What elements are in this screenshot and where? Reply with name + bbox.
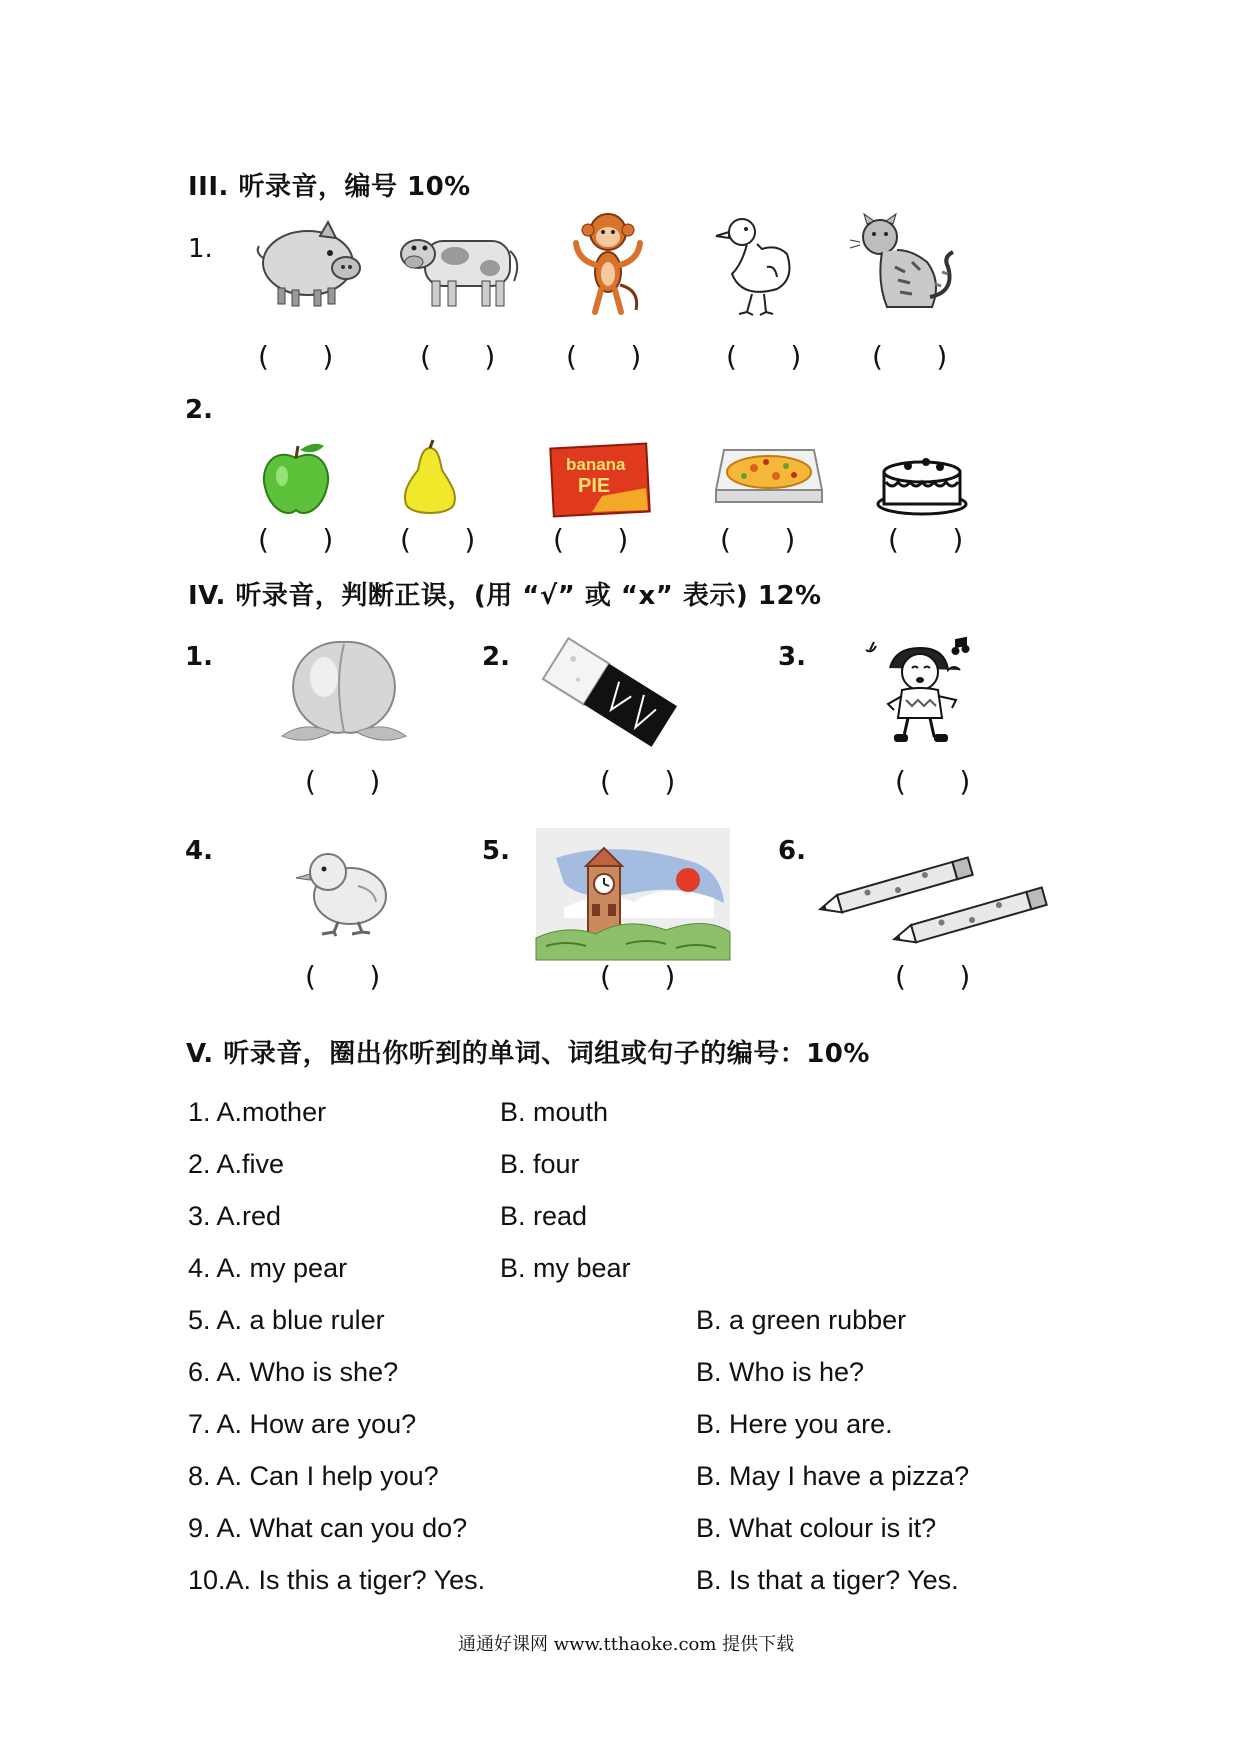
option-b[interactable]: B. my bear xyxy=(500,1253,631,1283)
pencils-picture xyxy=(818,850,1042,940)
option-b[interactable]: B. Is that a tiger? Yes. xyxy=(696,1565,959,1595)
clock-tower-picture xyxy=(536,828,730,960)
monkey-picture xyxy=(568,210,648,320)
option-a[interactable]: 9. A. What can you do? xyxy=(188,1513,468,1543)
section-3-row-2-number: 2. xyxy=(185,395,213,425)
section-4-item-number: 5. xyxy=(482,836,510,866)
option-b[interactable]: B. Here you are. xyxy=(696,1409,893,1439)
pear-picture xyxy=(400,440,460,520)
footer-text: 通通好课网 www.tthaoke.com 提供下载 xyxy=(458,1634,795,1655)
answer-blank[interactable]: ( ) xyxy=(888,523,964,556)
banana-pie-text: PIE xyxy=(578,475,611,497)
answer-blank[interactable]: ( ) xyxy=(305,765,381,798)
answer-blank[interactable]: ( ) xyxy=(400,523,476,556)
answer-blank[interactable]: ( ) xyxy=(420,340,496,373)
answer-blank[interactable]: ( ) xyxy=(600,960,676,993)
tiger-picture xyxy=(850,212,960,317)
section-4-item-number: 2. xyxy=(482,642,510,672)
option-b[interactable]: B. four xyxy=(500,1149,580,1179)
pizza-picture xyxy=(714,448,824,506)
option-a[interactable]: 8. A. Can I help you? xyxy=(188,1461,439,1491)
answer-blank[interactable]: ( ) xyxy=(258,523,334,556)
section-4-heading: IV. 听录音，判断正误，(用 “√” 或 “x” 表示) 12% xyxy=(188,581,822,611)
option-a[interactable]: 6. A. Who is she? xyxy=(188,1357,399,1387)
answer-blank[interactable]: ( ) xyxy=(258,340,334,373)
option-a[interactable]: 3. A.red xyxy=(188,1201,282,1231)
rubber-picture xyxy=(545,640,680,750)
answer-blank[interactable]: ( ) xyxy=(600,765,676,798)
option-a[interactable]: 5. A. a blue ruler xyxy=(188,1305,385,1335)
banana-pie-picture xyxy=(552,446,648,514)
answer-blank[interactable]: ( ) xyxy=(305,960,381,993)
answer-blank[interactable]: ( ) xyxy=(553,523,629,556)
option-a[interactable]: 10.A. Is this a tiger? Yes. xyxy=(188,1565,486,1595)
option-b[interactable]: B. What colour is it? xyxy=(696,1513,937,1543)
option-a[interactable]: 7. A. How are you? xyxy=(188,1409,417,1439)
answer-blank[interactable]: ( ) xyxy=(895,765,971,798)
option-b[interactable]: B. read xyxy=(500,1201,588,1231)
pig-picture xyxy=(258,218,368,308)
duck-picture xyxy=(712,212,802,322)
option-b[interactable]: B. a green rubber xyxy=(696,1305,907,1335)
answer-blank[interactable]: ( ) xyxy=(720,523,796,556)
chick-picture xyxy=(292,842,394,936)
answer-blank[interactable]: ( ) xyxy=(872,340,948,373)
option-b[interactable]: B. May I have a pizza? xyxy=(696,1461,970,1491)
section-3-heading: III. 听录音，编号 10% xyxy=(188,172,471,202)
option-a[interactable]: 1. A.mother xyxy=(188,1097,327,1127)
option-b[interactable]: B. mouth xyxy=(500,1097,609,1127)
option-b[interactable]: B. Who is he? xyxy=(696,1357,865,1387)
banana-pie-text: banana xyxy=(566,455,626,474)
option-a[interactable]: 4. A. my pear xyxy=(188,1253,348,1283)
answer-blank[interactable]: ( ) xyxy=(566,340,642,373)
cow-picture xyxy=(400,226,520,311)
answer-blank[interactable]: ( ) xyxy=(895,960,971,993)
section-4-item-number: 4. xyxy=(185,836,213,866)
section-5-heading: V. 听录音，圈出你听到的单词、词组或句子的编号：10% xyxy=(186,1039,870,1069)
section-3-row-1-number: 1. xyxy=(188,234,213,264)
section-4-item-number: 3. xyxy=(778,642,806,672)
option-a[interactable]: 2. A.five xyxy=(188,1149,285,1179)
answer-blank[interactable]: ( ) xyxy=(726,340,802,373)
apple-picture xyxy=(260,442,332,518)
cake-picture xyxy=(876,452,968,516)
section-4-item-number: 6. xyxy=(778,836,806,866)
singing-girl-picture xyxy=(860,640,980,745)
section-4-item-number: 1. xyxy=(185,642,213,672)
peach-picture xyxy=(282,632,407,747)
